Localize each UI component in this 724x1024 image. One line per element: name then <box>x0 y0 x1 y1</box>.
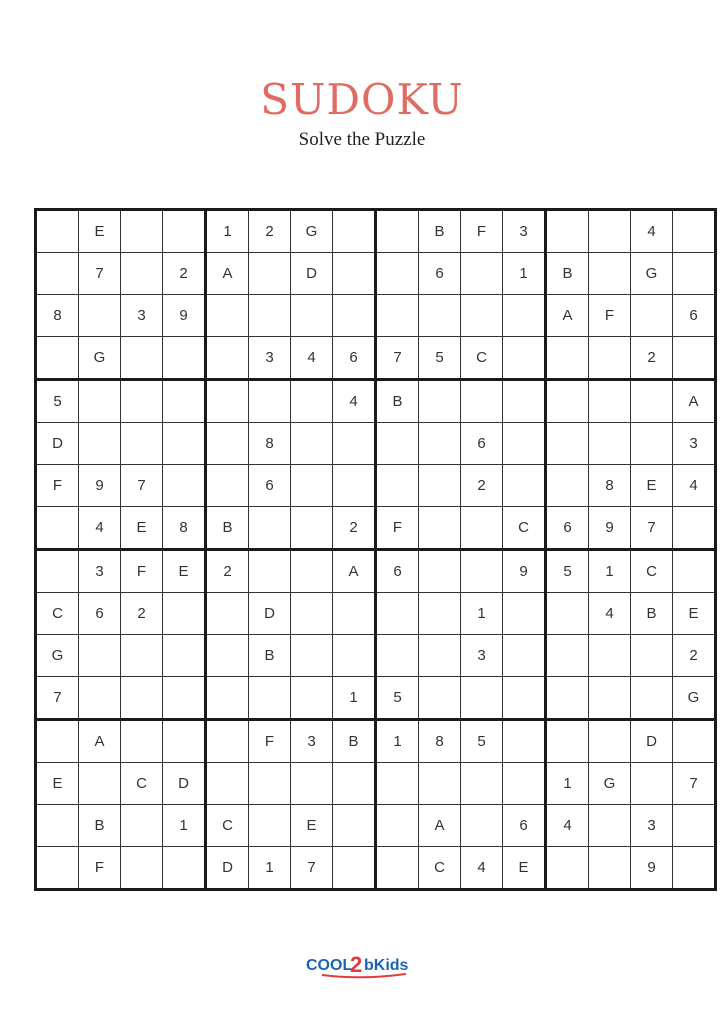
sudoku-cell-empty[interactable] <box>503 635 546 677</box>
sudoku-cell-empty[interactable] <box>291 635 333 677</box>
sudoku-cell-empty[interactable] <box>376 635 419 677</box>
sudoku-cell-given: 2 <box>631 337 673 380</box>
sudoku-cell-empty[interactable] <box>376 805 419 847</box>
sudoku-cell-empty[interactable] <box>631 380 673 423</box>
sudoku-cell-empty[interactable] <box>291 593 333 635</box>
sudoku-cell-empty[interactable] <box>589 805 631 847</box>
sudoku-cell-empty[interactable] <box>503 337 546 380</box>
sudoku-cell-empty[interactable] <box>163 847 206 890</box>
sudoku-cell-empty[interactable] <box>36 847 79 890</box>
sudoku-cell-given: B <box>79 805 121 847</box>
sudoku-cell-empty[interactable] <box>589 380 631 423</box>
sudoku-cell-empty[interactable] <box>631 423 673 465</box>
sudoku-cell-empty[interactable] <box>291 763 333 805</box>
sudoku-cell-given: 4 <box>79 507 121 550</box>
sudoku-cell-given: 4 <box>461 847 503 890</box>
sudoku-cell-given: 6 <box>376 550 419 593</box>
sudoku-cell-given: 5 <box>36 380 79 423</box>
sudoku-cell-empty[interactable] <box>291 380 333 423</box>
sudoku-cell-given: A <box>546 295 589 337</box>
sudoku-cell-empty[interactable] <box>376 847 419 890</box>
sudoku-cell-empty[interactable] <box>79 295 121 337</box>
sudoku-cell-empty[interactable] <box>163 465 206 507</box>
sudoku-cell-given: 1 <box>503 253 546 295</box>
sudoku-cell-empty[interactable] <box>673 253 716 295</box>
sudoku-cell-empty[interactable] <box>461 253 503 295</box>
sudoku-cell-given: 3 <box>503 210 546 253</box>
sudoku-cell-given: 9 <box>503 550 546 593</box>
sudoku-cell-given: 8 <box>36 295 79 337</box>
sudoku-cell-empty[interactable] <box>163 720 206 763</box>
sudoku-cell-given: 7 <box>376 337 419 380</box>
sudoku-cell-given: 1 <box>461 593 503 635</box>
sudoku-cell-empty[interactable] <box>249 763 291 805</box>
sudoku-cell-empty[interactable] <box>249 295 291 337</box>
sudoku-cell-empty[interactable] <box>36 507 79 550</box>
sudoku-cell-empty[interactable] <box>376 763 419 805</box>
sudoku-cell-given: 6 <box>461 423 503 465</box>
sudoku-cell-empty[interactable] <box>419 763 461 805</box>
sudoku-cell-empty[interactable] <box>36 550 79 593</box>
sudoku-cell-given: E <box>631 465 673 507</box>
sudoku-cell-empty[interactable] <box>589 253 631 295</box>
sudoku-cell-given: 2 <box>333 507 376 550</box>
sudoku-cell-given: 1 <box>163 805 206 847</box>
sudoku-row <box>36 210 716 253</box>
sudoku-cell-empty[interactable] <box>249 550 291 593</box>
sudoku-cell-empty[interactable] <box>206 720 249 763</box>
sudoku-cell-empty[interactable] <box>333 593 376 635</box>
sudoku-cell-empty[interactable] <box>36 805 79 847</box>
sudoku-cell-empty[interactable] <box>376 465 419 507</box>
page-title: SUDOKU <box>260 75 464 124</box>
sudoku-cell-given: 5 <box>546 550 589 593</box>
sudoku-cell-empty[interactable] <box>163 677 206 720</box>
sudoku-cell-given: G <box>673 677 716 720</box>
sudoku-cell-given: E <box>79 210 121 253</box>
sudoku-cell-given: G <box>291 210 333 253</box>
sudoku-cell-given: C <box>631 550 673 593</box>
sudoku-cell-given: A <box>673 380 716 423</box>
sudoku-cell-empty[interactable] <box>589 423 631 465</box>
logo-swoosh-icon <box>322 974 406 977</box>
sudoku-cell-empty[interactable] <box>419 380 461 423</box>
sudoku-cell-empty[interactable] <box>503 593 546 635</box>
sudoku-cell-empty[interactable] <box>121 210 163 253</box>
sudoku-cell-empty[interactable] <box>589 210 631 253</box>
sudoku-cell-empty[interactable] <box>461 295 503 337</box>
sudoku-cell-given: B <box>631 593 673 635</box>
sudoku-cell-empty[interactable] <box>503 677 546 720</box>
sudoku-cell-given: 3 <box>291 720 333 763</box>
sudoku-cell-given: 1 <box>546 763 589 805</box>
sudoku-cell-empty[interactable] <box>546 465 589 507</box>
sudoku-cell-given: 5 <box>419 337 461 380</box>
sudoku-cell-empty[interactable] <box>673 847 716 890</box>
sudoku-cell-empty[interactable] <box>79 423 121 465</box>
sudoku-cell-given: G <box>36 635 79 677</box>
sudoku-cell-empty[interactable] <box>673 337 716 380</box>
sudoku-cell-empty[interactable] <box>376 423 419 465</box>
sudoku-cell-given: 8 <box>589 465 631 507</box>
sudoku-cell-empty[interactable] <box>249 805 291 847</box>
sudoku-cell-given: 4 <box>631 210 673 253</box>
sudoku-row <box>36 507 716 550</box>
sudoku-cell-given: E <box>121 507 163 550</box>
sudoku-cell-given: A <box>206 253 249 295</box>
sudoku-cell-given: 6 <box>546 507 589 550</box>
sudoku-cell-empty[interactable] <box>291 423 333 465</box>
sudoku-cell-empty[interactable] <box>291 507 333 550</box>
sudoku-row <box>36 465 716 507</box>
sudoku-cell-given: G <box>631 253 673 295</box>
sudoku-cell-empty[interactable] <box>163 593 206 635</box>
sudoku-cell-given: 2 <box>461 465 503 507</box>
sudoku-grid-container <box>34 208 700 876</box>
sudoku-cell-given: 8 <box>163 507 206 550</box>
sudoku-cell-given: G <box>589 763 631 805</box>
sudoku-cell-given: 2 <box>673 635 716 677</box>
sudoku-cell-given: 4 <box>333 380 376 423</box>
sudoku-cell-empty[interactable] <box>206 423 249 465</box>
sudoku-row <box>36 847 716 890</box>
sudoku-cell-given: 4 <box>673 465 716 507</box>
page-subtitle: Solve the Puzzle <box>298 129 426 150</box>
sudoku-cell-empty[interactable] <box>206 295 249 337</box>
sudoku-cell-empty[interactable] <box>121 805 163 847</box>
sudoku-cell-empty[interactable] <box>333 295 376 337</box>
sudoku-cell-given: 6 <box>673 295 716 337</box>
sudoku-cell-empty[interactable] <box>503 295 546 337</box>
sudoku-cell-empty[interactable] <box>249 507 291 550</box>
sudoku-cell-empty[interactable] <box>631 295 673 337</box>
sudoku-cell-given: 2 <box>163 253 206 295</box>
sudoku-cell-empty[interactable] <box>546 210 589 253</box>
sudoku-cell-given: G <box>79 337 121 380</box>
sudoku-cell-empty[interactable] <box>546 677 589 720</box>
sudoku-cell-given: 1 <box>333 677 376 720</box>
sudoku-cell-empty[interactable] <box>121 337 163 380</box>
sudoku-cell-given: C <box>461 337 503 380</box>
sudoku-row <box>36 677 716 720</box>
sudoku-cell-empty[interactable] <box>121 847 163 890</box>
sudoku-cell-empty[interactable] <box>673 805 716 847</box>
sudoku-cell-empty[interactable] <box>206 380 249 423</box>
sudoku-cell-given: 1 <box>206 210 249 253</box>
sudoku-cell-empty[interactable] <box>333 465 376 507</box>
sudoku-cell-given: E <box>36 763 79 805</box>
sudoku-cell-empty[interactable] <box>589 635 631 677</box>
sudoku-cell-given: 5 <box>376 677 419 720</box>
sudoku-cell-given: 3 <box>461 635 503 677</box>
sudoku-cell-empty[interactable] <box>206 337 249 380</box>
sudoku-cell-given: D <box>631 720 673 763</box>
sudoku-cell-empty[interactable] <box>36 210 79 253</box>
sudoku-cell-empty[interactable] <box>503 380 546 423</box>
sudoku-cell-empty[interactable] <box>249 380 291 423</box>
sudoku-cell-empty[interactable] <box>503 720 546 763</box>
sudoku-cell-empty[interactable] <box>419 465 461 507</box>
sudoku-cell-empty[interactable] <box>121 253 163 295</box>
sudoku-cell-given: 9 <box>163 295 206 337</box>
sudoku-row <box>36 337 716 380</box>
sudoku-cell-given: F <box>79 847 121 890</box>
sudoku-cell-given: F <box>249 720 291 763</box>
sudoku-cell-given: F <box>589 295 631 337</box>
sudoku-cell-given: B <box>333 720 376 763</box>
sudoku-cell-empty[interactable] <box>461 677 503 720</box>
sudoku-cell-given: 7 <box>121 465 163 507</box>
sudoku-cell-given: 1 <box>376 720 419 763</box>
sudoku-cell-given: 9 <box>79 465 121 507</box>
sudoku-cell-given: 1 <box>249 847 291 890</box>
sudoku-cell-empty[interactable] <box>503 465 546 507</box>
sudoku-cell-given: A <box>79 720 121 763</box>
sudoku-cell-empty[interactable] <box>589 720 631 763</box>
sudoku-row <box>36 635 716 677</box>
sudoku-cell-empty[interactable] <box>419 635 461 677</box>
sudoku-cell-empty[interactable] <box>631 677 673 720</box>
sudoku-cell-given: B <box>376 380 419 423</box>
sudoku-cell-given: C <box>419 847 461 890</box>
sudoku-cell-empty[interactable] <box>589 847 631 890</box>
sudoku-cell-given: 7 <box>673 763 716 805</box>
sudoku-cell-empty[interactable] <box>333 763 376 805</box>
sudoku-cell-given: 4 <box>589 593 631 635</box>
brand-logo <box>0 950 724 985</box>
sudoku-cell-given: 3 <box>631 805 673 847</box>
sudoku-cell-given: F <box>121 550 163 593</box>
sudoku-cell-empty[interactable] <box>546 635 589 677</box>
sudoku-cell-empty[interactable] <box>121 635 163 677</box>
sudoku-cell-empty[interactable] <box>333 635 376 677</box>
sudoku-cell-empty[interactable] <box>419 295 461 337</box>
sudoku-row <box>36 593 716 635</box>
sudoku-cell-given: C <box>36 593 79 635</box>
sudoku-cell-given: E <box>503 847 546 890</box>
sudoku-cell-empty[interactable] <box>291 550 333 593</box>
sudoku-cell-empty[interactable] <box>206 465 249 507</box>
sudoku-cell-given: F <box>376 507 419 550</box>
sudoku-cell-given: F <box>36 465 79 507</box>
sudoku-cell-given: C <box>206 805 249 847</box>
sudoku-cell-empty[interactable] <box>631 635 673 677</box>
sudoku-cell-given: 4 <box>291 337 333 380</box>
sudoku-cell-empty[interactable] <box>206 593 249 635</box>
sudoku-cell-empty[interactable] <box>206 677 249 720</box>
sudoku-cell-empty[interactable] <box>163 210 206 253</box>
sudoku-cell-given: 5 <box>461 720 503 763</box>
cool2bkids-logo-icon <box>302 950 422 980</box>
sudoku-cell-empty[interactable] <box>419 550 461 593</box>
sudoku-cell-empty[interactable] <box>249 677 291 720</box>
sudoku-cell-given: 6 <box>503 805 546 847</box>
sudoku-cell-given: 6 <box>419 253 461 295</box>
sudoku-cell-given: D <box>36 423 79 465</box>
sudoku-cell-empty[interactable] <box>291 465 333 507</box>
sudoku-cell-given: F <box>461 210 503 253</box>
sudoku-cell-empty[interactable] <box>503 763 546 805</box>
sudoku-cell-given: A <box>333 550 376 593</box>
sudoku-cell-empty[interactable] <box>461 550 503 593</box>
sudoku-cell-given: D <box>291 253 333 295</box>
sudoku-cell-empty[interactable] <box>376 593 419 635</box>
sudoku-cell-empty[interactable] <box>333 423 376 465</box>
sudoku-cell-given: D <box>249 593 291 635</box>
sudoku-cell-given: 3 <box>79 550 121 593</box>
sudoku-cell-given: 6 <box>79 593 121 635</box>
sudoku-cell-given: E <box>163 550 206 593</box>
sudoku-row <box>36 550 716 593</box>
sudoku-cell-empty[interactable] <box>546 337 589 380</box>
sudoku-cell-empty[interactable] <box>673 550 716 593</box>
sudoku-cell-given: 6 <box>333 337 376 380</box>
sudoku-cell-given: 8 <box>249 423 291 465</box>
sudoku-cell-given: A <box>419 805 461 847</box>
sudoku-cell-given: 2 <box>249 210 291 253</box>
sudoku-cell-empty[interactable] <box>673 507 716 550</box>
sudoku-cell-empty[interactable] <box>121 720 163 763</box>
sudoku-cell-empty[interactable] <box>503 423 546 465</box>
sudoku-cell-empty[interactable] <box>333 847 376 890</box>
sudoku-cell-given: 1 <box>589 550 631 593</box>
sudoku-cell-empty[interactable] <box>419 677 461 720</box>
sudoku-cell-given: D <box>206 847 249 890</box>
sudoku-cell-empty[interactable] <box>419 507 461 550</box>
logo-text-bkids: bKids <box>364 957 409 974</box>
sudoku-cell-empty[interactable] <box>419 423 461 465</box>
sudoku-cell-empty[interactable] <box>79 635 121 677</box>
sudoku-cell-given: 6 <box>249 465 291 507</box>
sudoku-cell-empty[interactable] <box>546 593 589 635</box>
logo-text-cool: COOL <box>306 957 353 974</box>
sudoku-cell-empty[interactable] <box>163 337 206 380</box>
sudoku-cell-given: B <box>546 253 589 295</box>
sudoku-cell-empty[interactable] <box>36 720 79 763</box>
sudoku-cell-empty[interactable] <box>121 380 163 423</box>
sudoku-cell-given: 7 <box>291 847 333 890</box>
sudoku-cell-empty[interactable] <box>546 423 589 465</box>
sudoku-cell-given: 2 <box>206 550 249 593</box>
sudoku-cell-given: 2 <box>121 593 163 635</box>
sudoku-cell-empty[interactable] <box>163 380 206 423</box>
sudoku-cell-empty[interactable] <box>249 253 291 295</box>
sudoku-cell-empty[interactable] <box>291 677 333 720</box>
sudoku-cell-given: 8 <box>419 720 461 763</box>
sudoku-row <box>36 805 716 847</box>
sudoku-cell-empty[interactable] <box>673 720 716 763</box>
sudoku-cell-given: 7 <box>79 253 121 295</box>
sudoku-cell-given: 7 <box>36 677 79 720</box>
sudoku-cell-empty[interactable] <box>631 763 673 805</box>
sudoku-cell-empty[interactable] <box>333 210 376 253</box>
sudoku-cell-given: C <box>121 763 163 805</box>
sudoku-cell-empty[interactable] <box>79 380 121 423</box>
sudoku-cell-empty[interactable] <box>163 423 206 465</box>
sudoku-cell-given: E <box>673 593 716 635</box>
sudoku-cell-given: B <box>419 210 461 253</box>
sudoku-cell-empty[interactable] <box>589 677 631 720</box>
sudoku-cell-empty[interactable] <box>673 210 716 253</box>
sudoku-row <box>36 423 716 465</box>
sudoku-cell-empty[interactable] <box>206 635 249 677</box>
sudoku-cell-given: C <box>503 507 546 550</box>
sudoku-cell-given: 3 <box>249 337 291 380</box>
sudoku-cell-given: 4 <box>546 805 589 847</box>
sudoku-cell-empty[interactable] <box>546 847 589 890</box>
sudoku-cell-empty[interactable] <box>163 635 206 677</box>
sudoku-row <box>36 380 716 423</box>
sudoku-grid <box>34 208 717 891</box>
logo-text-two: 2 <box>350 952 363 977</box>
sudoku-row <box>36 763 716 805</box>
sudoku-cell-empty[interactable] <box>121 423 163 465</box>
sudoku-row <box>36 295 716 337</box>
sudoku-cell-empty[interactable] <box>376 295 419 337</box>
sudoku-cell-empty[interactable] <box>546 720 589 763</box>
sudoku-cell-empty[interactable] <box>333 805 376 847</box>
sudoku-cell-given: 3 <box>121 295 163 337</box>
sudoku-cell-empty[interactable] <box>461 507 503 550</box>
sudoku-cell-empty[interactable] <box>376 210 419 253</box>
sudoku-cell-given: 7 <box>631 507 673 550</box>
sudoku-cell-given: 3 <box>673 423 716 465</box>
sudoku-cell-empty[interactable] <box>79 677 121 720</box>
sudoku-cell-given: 9 <box>631 847 673 890</box>
sudoku-cell-empty[interactable] <box>419 593 461 635</box>
sudoku-cell-empty[interactable] <box>333 253 376 295</box>
sudoku-row <box>36 253 716 295</box>
sudoku-cell-empty[interactable] <box>461 763 503 805</box>
sudoku-cell-empty[interactable] <box>546 380 589 423</box>
sudoku-cell-empty[interactable] <box>121 677 163 720</box>
sudoku-cell-empty[interactable] <box>79 763 121 805</box>
sudoku-cell-given: D <box>163 763 206 805</box>
sudoku-cell-empty[interactable] <box>376 253 419 295</box>
sudoku-cell-empty[interactable] <box>589 337 631 380</box>
sudoku-cell-empty[interactable] <box>291 295 333 337</box>
sudoku-cell-empty[interactable] <box>206 763 249 805</box>
sudoku-cell-given: B <box>206 507 249 550</box>
sudoku-cell-given: B <box>249 635 291 677</box>
sudoku-cell-empty[interactable] <box>461 805 503 847</box>
sudoku-cell-empty[interactable] <box>461 380 503 423</box>
sudoku-cell-given: E <box>291 805 333 847</box>
sudoku-cell-empty[interactable] <box>36 337 79 380</box>
sudoku-cell-empty[interactable] <box>36 253 79 295</box>
sudoku-cell-given: 9 <box>589 507 631 550</box>
sudoku-row <box>36 720 716 763</box>
